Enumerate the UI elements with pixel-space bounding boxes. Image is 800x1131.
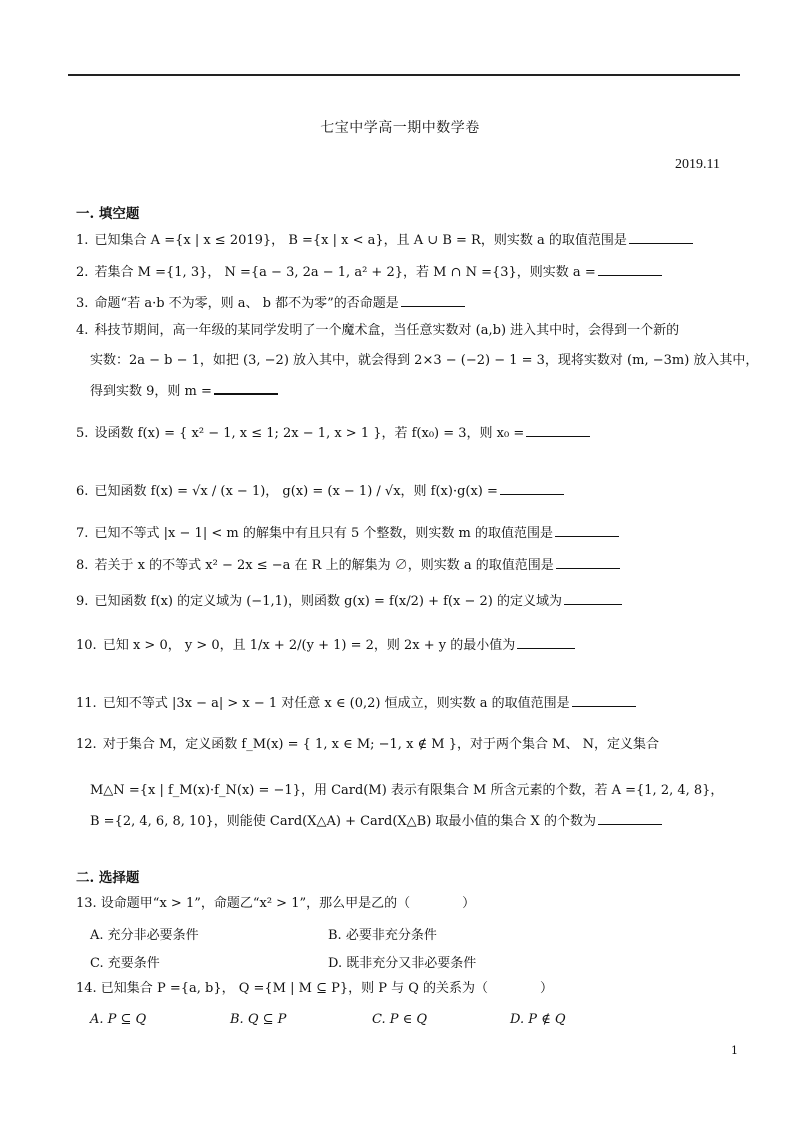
q13-option-b: B. 必要非充分条件	[328, 928, 437, 943]
question-12-line-2: M△N ={x | f_M(x)·f_N(x) = −1}，用 Card(M) 表示有限集合 M 所含元素的个数，若 A ={1, 2, 4, 8}，	[90, 783, 724, 798]
header-rule	[68, 74, 740, 76]
section-heading-fill: 一. 填空题	[76, 206, 140, 222]
q13-option-c: C. 充要条件	[90, 956, 160, 971]
question-6: 6. 已知函数 f(x) = √x / (x − 1)， g(x) = (x − 1) / √x，则 f(x)·g(x) =	[76, 482, 564, 501]
paper-date: 2019.11	[675, 157, 720, 172]
question-4: 4. 科技节期间，高一年级的某同学发明了一个魔术盒，当任意实数对 (a,b) 进入其中时，会得到一个新的	[76, 323, 680, 338]
q14-option-c: C. P ∈ Q	[372, 1012, 428, 1027]
section-heading-choice: 二. 选择题	[76, 870, 140, 886]
question-12: 12. 对于集合 M，定义函数 f_M(x) = { 1, x ∈ M; −1, x ∉ M }，对于两个集合 M、 N，定义集合	[76, 737, 659, 752]
question-11: 11. 已知不等式 |3x − a| > x − 1 对任意 x ∈ (0,2) 恒成立，则实数 a 的取值范围是	[76, 694, 636, 713]
question-8: 8. 若关于 x 的不等式 x² − 2x ≤ −a 在 R 上的解集为 ∅，则实数 a 的取值范围是	[76, 556, 620, 575]
question-4-line-3: 得到实数 9，则 m =	[90, 381, 278, 401]
q14-option-b: B. Q ⊆ P	[230, 1012, 287, 1027]
question-10: 10. 已知 x > 0， y > 0，且 1/x + 2/(y + 1) = 2，则 2x + y 的最小值为	[76, 636, 575, 655]
page-number: 1	[731, 1044, 738, 1057]
question-5: 5. 设函数 f(x) = { x² − 1, x ≤ 1; 2x − 1, x > 1 }，若 f(x₀) = 3，则 x₀ =	[76, 424, 590, 443]
question-14: 14. 已知集合 P ={a, b}， Q ={M | M ⊆ P}，则 P 与 Q 的关系为（ ）	[76, 981, 554, 996]
question-13: 13. 设命题甲“x > 1”，命题乙“x² > 1”，那么甲是乙的（ ）	[76, 896, 476, 911]
q14-option-d: D. P ∉ Q	[510, 1012, 566, 1027]
question-12-line-3: B ={2, 4, 6, 8, 10}，则能使 Card(X△A) + Card(X△B) 取最小值的集合 X 的个数为	[90, 812, 662, 831]
question-4-line-2: 实数：2a − b − 1，如把 (3, −2) 放入其中，就会得到 2×3 − (−2) − 1 = 3，现将实数对 (m, −3m) 放入其中，	[90, 353, 759, 368]
question-1: 1. 已知集合 A ={x | x ≤ 2019}， B ={x | x < a}，且 A ∪ B = R，则实数 a 的取值范围是	[76, 231, 693, 250]
q13-option-d: D. 既非充分又非必要条件	[328, 956, 477, 971]
question-3: 3. 命题“若 a·b 不为零，则 a、 b 都不为零”的否命题是	[76, 294, 465, 313]
paper-title: 七宝中学高一期中数学卷	[320, 120, 480, 136]
q14-option-a: A. P ⊆ Q	[90, 1012, 147, 1027]
question-7: 7. 已知不等式 |x − 1| < m 的解集中有且只有 5 个整数，则实数 m 的取值范围是	[76, 524, 619, 543]
q13-option-a: A. 充分非必要条件	[90, 928, 199, 943]
question-9: 9. 已知函数 f(x) 的定义域为 (−1,1)，则函数 g(x) = f(x/2) + f(x − 2) 的定义域为	[76, 592, 622, 611]
question-2: 2. 若集合 M ={1, 3}， N ={a − 3, 2a − 1, a² + 2}，若 M ∩ N ={3}，则实数 a =	[76, 263, 662, 282]
